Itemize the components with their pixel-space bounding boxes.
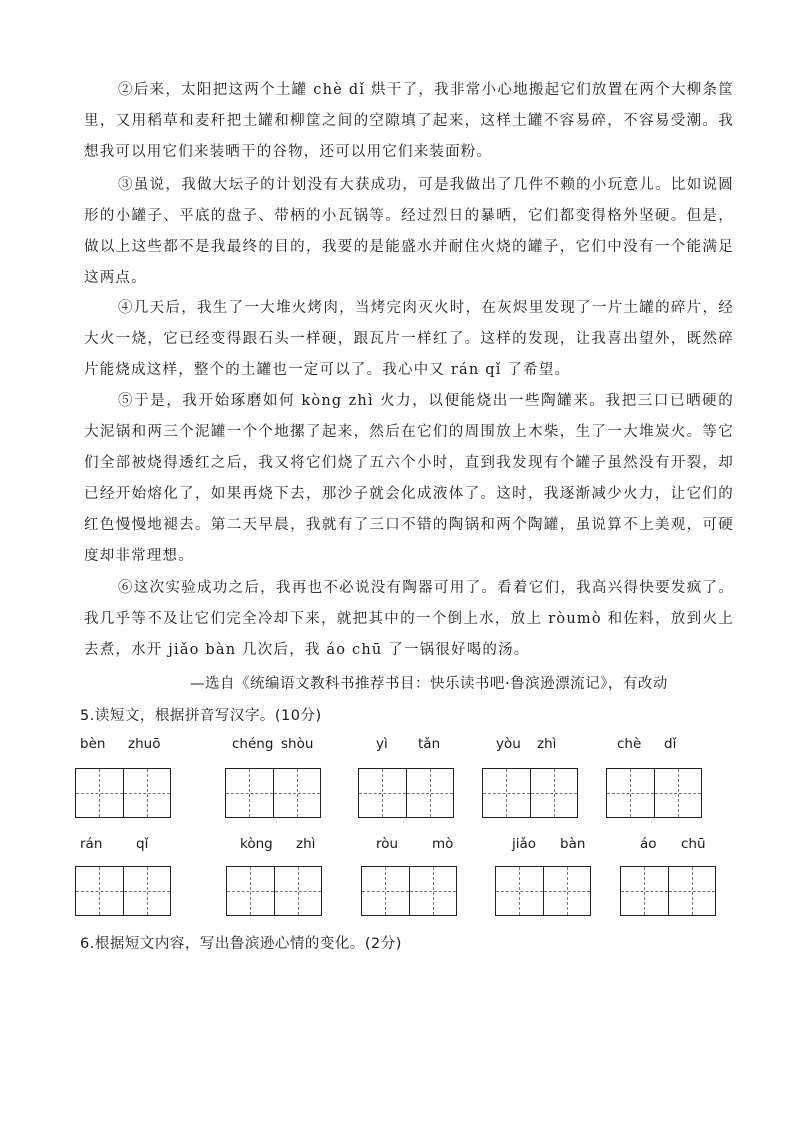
pinyin-label: qǐ: [136, 836, 149, 852]
pinyin-label: yòu: [496, 736, 521, 752]
writing-grid-kongzhi[interactable]: [226, 866, 322, 916]
pinyin-label: tǎn: [418, 736, 441, 752]
writing-grid-ranqi[interactable]: [75, 866, 171, 916]
pinyin-label: áo: [640, 836, 657, 852]
writing-grid-roumo[interactable]: [361, 866, 457, 916]
paragraph-6: ⑥这次实验成功之后，我再也不必说没有陶器可用了。看着它们，我高兴得快要发疯了。我几乎等不及让它们完全冷却下来，就把其中的一个倒上水，放上 ròumò 和佐料，放到火上去煮，水开 jiǎo bàn 几次后，我 áo chū 了一锅很好喝的汤。: [84, 580, 734, 658]
pinyin-label: ròu: [376, 836, 399, 852]
paragraph-5: ⑤于是，我开始琢磨如何 kòng zhì 火力，以便能烧出一些陶罐来。我把三口已晒硬的大泥锅和两三个泥罐一个个地摞了起来，然后在它们的周围放上木柴，生了一大堆炭火。等它们全部被烧得透红之后，我又将它们烧了五六个小时，直到我发现有个罐子虽然没有开裂，却已经开始熔化了，如果再烧下去，那沙子就会化成液体了。这时，我逐渐减少火力，让它们的红色慢慢地褪去。第二天早晨，我就有了三口不错的陶锅和两个陶罐，虽说算不上美观，可硬度却非常理想。: [84, 393, 734, 564]
pinyin-label: jiǎo: [512, 836, 537, 852]
question-6-prompt: 6.根据短文内容，写出鲁滨逊心情的变化。(2分): [80, 936, 402, 952]
pinyin-label: chè: [617, 736, 642, 752]
pinyin-label: rán: [80, 836, 103, 852]
writing-grid-chedi[interactable]: [606, 768, 702, 818]
question-5-prompt: 5.读短文，根据拼音写汉字。(10分): [80, 708, 322, 724]
writing-grid-aochu[interactable]: [620, 866, 716, 916]
pinyin-label: bàn: [560, 836, 586, 852]
writing-grid-benzhuo[interactable]: [75, 768, 171, 818]
paragraph-2: ②后来，太阳把这两个土罐 chè dǐ 烘干了，我非常小心地搬起它们放置在两个大柳条筐里，又用稻草和麦秆把土罐和柳筐之间的空隙填了起来，这样土罐不容易碎，不容易受潮。我想我可以用它们来装晒干的谷物，还可以用它们来装面粉。: [84, 82, 734, 160]
source-citation: —选自《统编语文教科书推荐书目：快乐读书吧·鲁滨逊漂流记》，有改动: [190, 676, 668, 692]
pinyin-label: mò: [432, 836, 454, 852]
pinyin-label: kòng: [240, 836, 273, 852]
writing-grid-chengshou[interactable]: [225, 768, 321, 818]
pinyin-label: zhuō: [128, 736, 161, 752]
pinyin-label: chū: [681, 836, 706, 852]
pinyin-label: chéng: [232, 736, 274, 752]
paragraph-4: ④几天后，我生了一大堆火烤肉，当烤完肉灭火时，在灰烬里发现了一片土罐的碎片，经大火一烧，它已经变得跟石头一样硬，跟瓦片一样红了。这样的发现，让我喜出望外，既然碎片能烧成这样，整个的土罐也一定可以了。我心中又 rán qǐ 了希望。: [84, 300, 734, 378]
writing-grid-youzhi[interactable]: [482, 768, 578, 818]
writing-grid-jiaoban[interactable]: [495, 866, 591, 916]
pinyin-label: yì: [376, 736, 388, 752]
pinyin-label: bèn: [80, 736, 106, 752]
pinyin-label: dǐ: [664, 736, 677, 752]
pinyin-label: zhì: [537, 736, 557, 752]
pinyin-label: shòu: [281, 736, 314, 752]
paragraph-3: ③虽说，我做大坛子的计划没有大获成功，可是我做出了几件不赖的小玩意儿。比如说圆形的小罐子、平底的盘子、带柄的小瓦锅等。经过烈日的暴晒，它们都变得格外坚硬。但是，做以上这些都不是我最终的目的，我要的是能盛水并耐住火烧的罐子，它们中没有一个能满足这两点。: [84, 177, 734, 286]
writing-grid-yitan[interactable]: [358, 768, 454, 818]
pinyin-label: zhì: [296, 836, 316, 852]
